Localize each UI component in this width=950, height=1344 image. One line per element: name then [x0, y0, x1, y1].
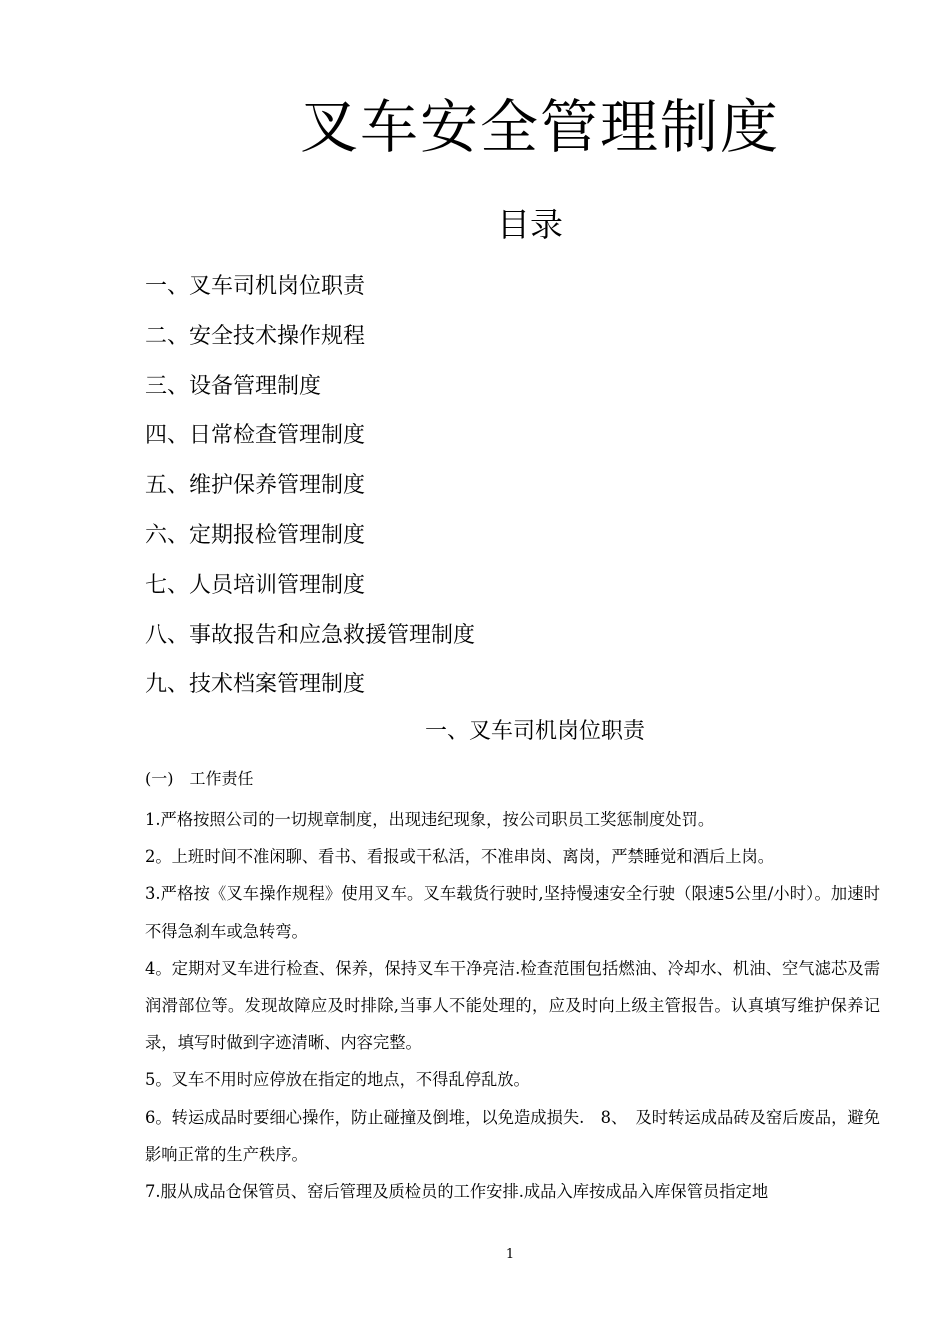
paragraph-7: 7.服从成品仓保管员、窑后管理及质检员的工作安排.成品入库按成品入库保管员指定地	[145, 1182, 769, 1202]
paragraph-1: 1.严格按照公司的一切规章制度，出现违纪现象，按公司职员工奖惩制度处罚。	[145, 810, 715, 829]
paragraph-2: 2。上班时间不准闲聊、看书、看报或干私活，不准串岗、离岗，严禁睡觉和酒后上岗。	[145, 847, 775, 867]
toc-item-7: 七、人员培训管理制度	[145, 572, 366, 598]
paragraph-6: 6。转运成品时要细心操作，防止碰撞及倒堆，以免造成损失. 8、 及时转运成品砖及窑后废品，避免影响正常的生产秩序。	[145, 1107, 880, 1164]
document-title: 叉车安全管理制度	[299, 93, 780, 161]
subsection-heading: (一) 工作责任	[145, 769, 254, 788]
toc-item-1: 一、叉车司机岗位职责	[145, 274, 366, 299]
page-number: 1	[505, 1247, 515, 1262]
toc-item-8: 八、事故报告和应急救援管理制度	[145, 622, 476, 648]
paragraph-5: 5。叉车不用时应停放在指定的地点，不得乱停乱放。	[145, 1070, 530, 1090]
section-heading: 一、叉车司机岗位职责	[424, 719, 645, 744]
toc-item-4: 四、日常检查管理制度	[145, 423, 366, 449]
toc-item-3: 三、设备管理制度	[145, 373, 322, 399]
paragraph-3: 3.严格按《叉车操作规程》使用叉车。叉车载货行驶时,坚持慢速安全行驶（限速5公里/小时）。加速时不得急刹车或急转弯。	[145, 884, 880, 941]
toc-item-5: 五、维护保养管理制度	[145, 473, 366, 499]
toc-item-2: 二、安全技术操作规程	[145, 323, 366, 349]
table-of-contents	[145, 262, 475, 710]
paragraph-4: 4。定期对叉车进行检查、保养，保持叉车干净亮洁.检查范围包括燃油、冷却水、机油、空气滤芯及需润滑部位等。发现故障应及时排除,当事人不能处理的，应及时向上级主管报告。认真填写维护保养记录，填写时做到字迹清晰、内容完整。	[145, 958, 880, 1053]
body-text	[145, 801, 880, 1210]
toc-heading: 目录	[497, 205, 563, 244]
toc-item-6: 六、定期报检管理制度	[145, 522, 366, 548]
toc-item-9: 九、技术档案管理制度	[145, 672, 366, 698]
